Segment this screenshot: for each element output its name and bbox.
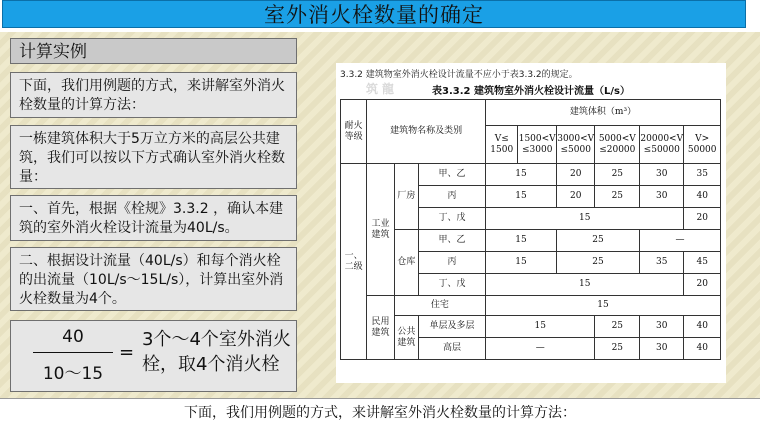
value-cell: 15 xyxy=(486,208,684,230)
value-cell: 40 xyxy=(684,316,721,338)
volume-column: V> 50000 xyxy=(684,126,721,164)
category-cell: 高层 xyxy=(419,338,486,360)
value-cell: 45 xyxy=(684,252,721,274)
value-cell: 20 xyxy=(556,164,595,186)
table-caption: 表3.3.2 建筑物室外消火栓设计流量（L/s） xyxy=(432,86,630,97)
intro-card xyxy=(10,72,297,118)
header-fire-rating: 耐火等级 xyxy=(341,100,367,164)
volume-column: 20000<V ≤50000 xyxy=(640,126,684,164)
volume-column: 5000<V ≤20000 xyxy=(595,126,640,164)
warehouse-cell: 仓库 xyxy=(394,230,418,296)
top-bar xyxy=(0,0,760,32)
value-cell: 25 xyxy=(556,252,639,274)
volume-column: 3000<V ≤5000 xyxy=(556,126,595,164)
value-cell: 40 xyxy=(684,186,721,208)
value-cell: 15 xyxy=(486,186,557,208)
slide-area xyxy=(0,32,760,398)
value-cell: — xyxy=(486,338,595,360)
spec-table-image xyxy=(336,63,726,383)
slide-title: 室外消火栓数量的确定 xyxy=(264,3,484,27)
header-volume: 建筑体积（m³） xyxy=(486,100,721,126)
category-cell: 甲、乙 xyxy=(419,230,486,252)
value-cell: 15 xyxy=(486,164,557,186)
step-one-text: 一、首先，根据《栓规》3.3.2 ，确认本建筑的室外消火栓设计流量为40L/s。 xyxy=(19,201,284,236)
table-row xyxy=(341,296,721,316)
heading-card xyxy=(10,38,297,64)
heading-text: 计算实例 xyxy=(19,42,87,62)
value-cell: 25 xyxy=(595,316,640,338)
value-cell: 20 xyxy=(556,186,595,208)
fraction-bar xyxy=(33,352,113,353)
equals-sign: = xyxy=(119,342,135,363)
subtitle-text: 下面，我们用例题的方式，来讲解室外消火栓数量的计算方法： xyxy=(184,405,576,421)
value-cell: 15 xyxy=(486,316,595,338)
value-cell: 15 xyxy=(486,274,684,296)
step-two-card xyxy=(10,247,297,311)
category-cell: 丁、戊 xyxy=(419,274,486,296)
public-cell: 公共建筑 xyxy=(394,316,418,360)
value-cell: 25 xyxy=(595,186,640,208)
header-building-type: 建筑物名称及类别 xyxy=(367,100,486,164)
formula-result: 3个～4个室外消火栓，取4个消火栓 xyxy=(142,329,291,375)
formula-card xyxy=(10,320,297,392)
category-cell: 丁、戊 xyxy=(419,208,486,230)
intro-text: 下面，我们用例题的方式，来讲解室外消火栓数量的计算方法： xyxy=(19,78,285,113)
formula-denominator: 10～15 xyxy=(42,364,104,384)
value-cell: 30 xyxy=(640,164,684,186)
table-row xyxy=(341,316,721,338)
volume-column: 1500<V ≤3000 xyxy=(518,126,556,164)
volume-column: V≤ 1500 xyxy=(486,126,518,164)
value-cell: 15 xyxy=(486,252,557,274)
value-cell: 30 xyxy=(640,316,684,338)
table-note: 3.3.2 建筑物室外消火栓设计流量不应小于表3.3.2的规定。 xyxy=(340,70,578,80)
value-cell: 15 xyxy=(486,230,557,252)
value-cell: 35 xyxy=(640,252,684,274)
industrial-cell: 工业建筑 xyxy=(367,164,394,296)
flow-rate-table xyxy=(340,99,721,360)
category-cell: 丙 xyxy=(419,186,486,208)
step-two-text: 二、根据设计流量（40L/s）和每个消火栓的出流量（10L/s～15L/s），计算出室外消火栓数量为4个。 xyxy=(19,253,284,307)
category-cell: 甲、乙 xyxy=(419,164,486,186)
value-cell: 25 xyxy=(595,338,640,360)
formula-numerator: 40 xyxy=(62,327,84,347)
title-banner xyxy=(2,0,746,28)
value-cell: 35 xyxy=(684,164,721,186)
value-cell: 40 xyxy=(684,338,721,360)
value-cell: 30 xyxy=(640,338,684,360)
civil-cell: 民用建筑 xyxy=(367,296,394,360)
value-cell: 25 xyxy=(556,230,639,252)
subtitle-bar xyxy=(0,398,760,425)
value-cell: 25 xyxy=(595,164,640,186)
step-one-card xyxy=(10,195,297,241)
residential-cell: 住宅 xyxy=(394,296,485,316)
grade-cell: 一、二级 xyxy=(341,164,367,360)
value-cell: 15 xyxy=(486,296,721,316)
table-row xyxy=(341,230,721,252)
watermark-text: 筑龍 xyxy=(366,82,399,96)
example-text: 一栋建筑体积大于5万立方米的高层公共建筑，我们可以按以下方式确认室外消火栓数量： xyxy=(19,131,285,185)
factory-cell: 厂房 xyxy=(394,164,418,230)
value-cell: — xyxy=(640,230,721,252)
example-card xyxy=(10,125,297,189)
value-cell: 30 xyxy=(640,186,684,208)
table-row xyxy=(341,164,721,186)
category-cell: 丙 xyxy=(419,252,486,274)
category-cell: 单层及多层 xyxy=(419,316,486,338)
value-cell: 20 xyxy=(684,274,721,296)
value-cell: 20 xyxy=(684,208,721,230)
